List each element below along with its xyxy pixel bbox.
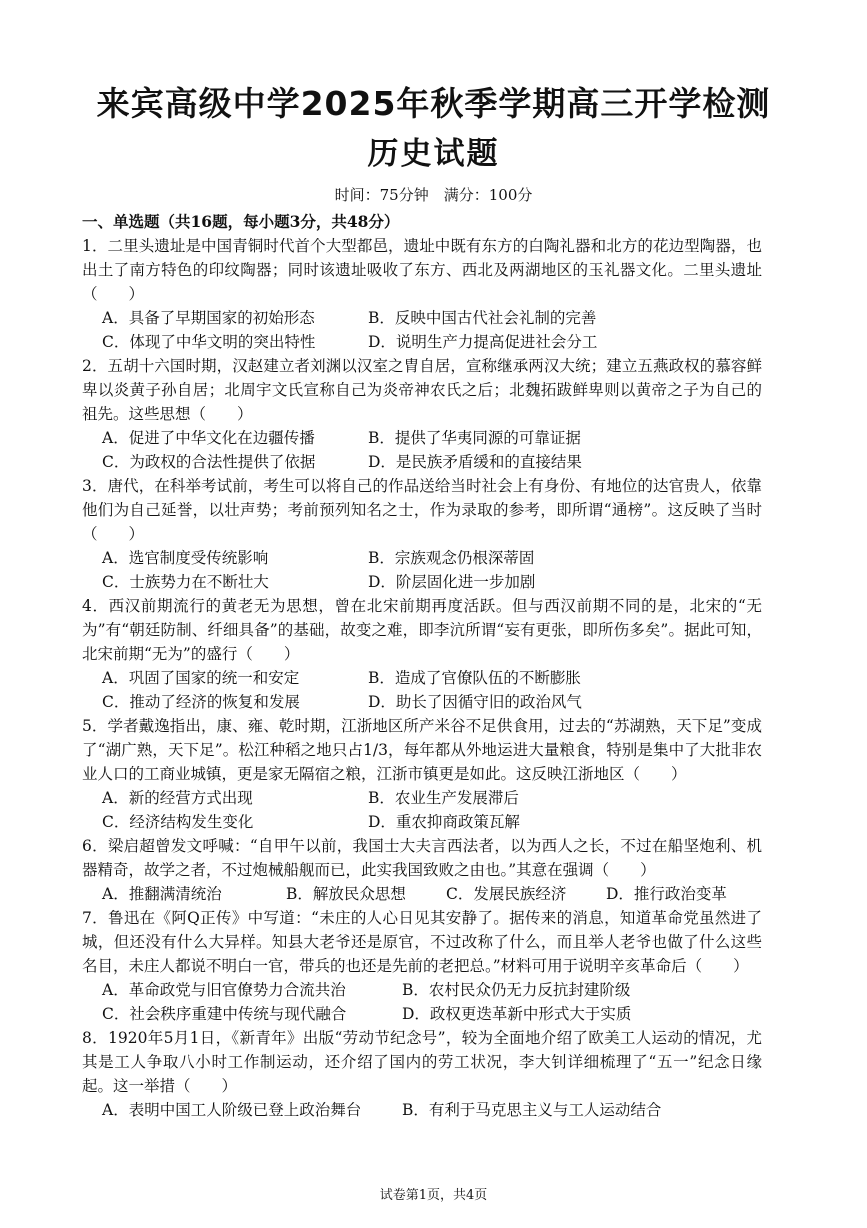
option-c: C．推动了经济的恢复和发展 (102, 693, 300, 711)
question-stem: 7．鲁迅在《阿Q正传》中写道：“未庄的人心日见其安静了。据传来的消息，知道革命党虽然进了城，但还没有什么大异样。知县大老爷还是原官，不过改称了什么，而且举人老爷也做了什么这些名目，未庄人都说不明白一官，带兵的也还是先前的老把总。”材料可用于说明辛亥革命后（ ） (82, 909, 762, 975)
question-options (82, 978, 762, 1026)
question-options (82, 786, 762, 834)
option-d: D．阶层固化进一步加剧 (368, 573, 536, 591)
question-stem: 4．西汉前期流行的黄老无为思想，曾在北宋前期再度活跃。但与西汉前期不同的是，北宋的“无为”有“朝廷防制、纤细具备”的基础，故变之难，即李沆所谓“妄有更张，即所伤多矣”。据此可知，北宋前期“无为”的盛行（ ） (82, 597, 762, 663)
question-stem: 8．1920年5月1日，《新青年》出版“劳动节纪念号”，较为全面地介绍了欧美工人运动的情况，尤其是工人争取八小时工作制运动，还介绍了国内的劳工状况，李大钊详细梳理了“五一”纪念日缘起。这一举措（ ） (82, 1029, 762, 1095)
question-options (82, 882, 762, 906)
option-a: A．革命政党与旧官僚势力合流共治 (102, 981, 346, 999)
exam-subtitle: 历史试题 (367, 136, 500, 172)
section-heading: 一、单选题（共16题，每小题3分，共48分） (82, 212, 400, 231)
question-list (82, 210, 762, 1122)
question-stem: 1．二里头遗址是中国青铜时代首个大型都邑，遗址中既有东方的白陶礼器和北方的花边型陶器，也出土了南方特色的印纹陶器；同时该遗址吸收了东方、西北及两湖地区的玉礼器文化。二里头遗址（ ） (82, 237, 762, 303)
option-d: D．推行政治变革 (606, 885, 727, 903)
option-a: A．推翻满清统治 (102, 885, 222, 903)
option-c: C．为政权的合法性提供了依据 (102, 453, 316, 471)
question-7 (82, 906, 762, 1026)
option-a: A．促进了中华文化在边疆传播 (102, 429, 315, 447)
question-options (82, 306, 762, 354)
option-c: C．体现了中华文明的突出特性 (102, 333, 316, 351)
option-c: C．社会秩序重建中传统与现代融合 (102, 1005, 347, 1023)
option-d: D．说明生产力提高促进社会分工 (368, 333, 598, 351)
option-a: A．具备了早期国家的初始形态 (102, 309, 315, 327)
option-b: B．反映中国古代社会礼制的完善 (368, 309, 597, 327)
option-b: B．农业生产发展滞后 (368, 789, 519, 807)
question-options (82, 546, 762, 594)
option-a: A．巩固了国家的统一和安定 (102, 669, 300, 687)
option-a: A．新的经营方式出现 (102, 789, 253, 807)
option-d: D．政权更迭革新中形式大于实质 (402, 1005, 632, 1023)
question-2 (82, 354, 762, 474)
question-4 (82, 594, 762, 714)
exam-title: 来宾高级中学2025年秋季学期高三开学检测 (96, 84, 771, 123)
question-6 (82, 834, 762, 906)
option-b: B．有利于马克思主义与工人运动结合 (402, 1101, 662, 1119)
question-stem: 6．梁启超曾发文呼喊：“自甲午以前，我国士大夫言西法者，以为西人之长，不过在船坚炮利、机器精奇，故学之者，不过炮械船舰而已，此实我国致败之由也。”其意在强调（ ） (82, 837, 762, 879)
question-3 (82, 474, 762, 594)
question-1 (82, 234, 762, 354)
question-stem: 3．唐代，在科举考试前，考生可以将自己的作品送给当时社会上有身份、有地位的达官贵人，依靠他们为自己延誉，以壮声势；考前预列知名之士，作为录取的参考，即所谓“通榜”。这反映了当时（ ） (82, 477, 762, 543)
question-options (82, 426, 762, 474)
question-options (82, 666, 762, 714)
question-stem: 2．五胡十六国时期，汉赵建立者刘渊以汉室之胄自居，宣称继承两汉大统；建立五燕政权的慕容鲜卑以炎黄子孙自居；北周宇文氏宣称自己为炎帝神农氏之后；北魏拓跋鲜卑则以黄帝之子为自己的祖先。这些思想（ ） (82, 357, 762, 423)
option-a: A．表明中国工人阶级已登上政治舞台 (102, 1101, 362, 1119)
option-b: B．造成了官僚队伍的不断膨胀 (368, 669, 581, 687)
question-8 (82, 1026, 762, 1122)
exam-meta: 时间：75分钟 满分：100分 (334, 186, 533, 204)
option-d: D．重农抑商政策瓦解 (368, 813, 520, 831)
option-c: C．经济结构发生变化 (102, 813, 254, 831)
option-d: D．是民族矛盾缓和的直接结果 (368, 453, 582, 471)
option-c: C．发展民族经济 (446, 885, 567, 903)
option-b: B．解放民众思想 (286, 885, 406, 903)
option-a: A．选官制度受传统影响 (102, 549, 269, 567)
page-footer: 试卷第1页，共4页 (379, 1188, 488, 1203)
option-b: B．宗族观念仍根深蒂固 (368, 549, 535, 567)
option-c: C．士族势力在不断壮大 (102, 573, 269, 591)
question-options (82, 1098, 762, 1122)
question-stem: 5．学者戴逸指出，康、雍、乾时期，江浙地区所产米谷不足供食用，过去的“苏湖熟，天下足”变成了“湖广熟，天下足”。松江种稻之地只占1/3，每年都从外地运进大量粮食，特别是集中了大批非农业人口的工商业城镇，更是家无隔宿之粮，江浙市镇更是如此。这反映江浙地区（ ） (82, 717, 762, 783)
option-d: D．助长了因循守旧的政治风气 (368, 693, 582, 711)
option-b: B．提供了华夷同源的可靠证据 (368, 429, 581, 447)
question-5 (82, 714, 762, 834)
option-b: B．农村民众仍无力反抗封建阶级 (402, 981, 631, 999)
